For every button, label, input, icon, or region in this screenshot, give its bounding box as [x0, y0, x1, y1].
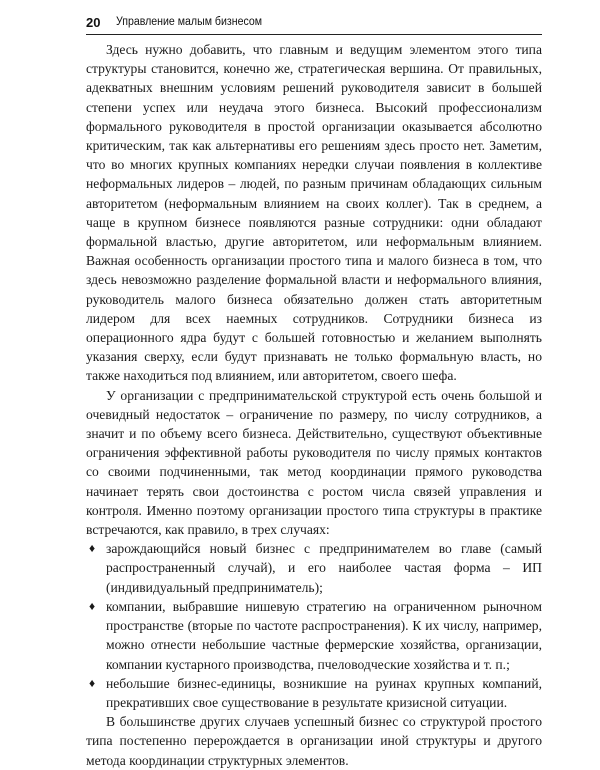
- body-text: [86, 40, 542, 770]
- list-item-text: компании, выбравшие нишевую стратегию на ограниченном рыночном пространстве (вторые по частоте распространения). К их числу, например, можно отнести небольшие частные фермерские хозяйства, организации, компании кустарного производства, пчеловодческие хозяйства и т. п.;: [106, 598, 542, 672]
- page-number: 20: [86, 15, 101, 30]
- paragraph: Здесь нужно добавить, что главным и ведущим элементом этого типа структуры становится, конечно же, стратегическая вершина. От правильных, адекватных внешним условиям решений руководителя зависит в большей степени успех или неудача этого бизнеса. Высокий профессионализм формального руководителя в простой организации оказывается абсолютно критическим, так как альтернативы его решениям здесь просто нет. Заметим, что во многих крупных компаниях нередки случаи появления в коллективе неформальных лидеров – людей, по разным причинам обладающих сильным авторитетом (неформальным влиянием на своих коллег). Так в среднем, а чаще в крупном бизнесе появляются разные сотрудники: одни обладают формальной властью, другие авторитетом, или неформальным влиянием. Важная особенность организации простого типа и малого бизнеса в том, что здесь невозможно разделение формальной власти и неформального влияния, руководитель малого бизнеса обязательно должен стать авторитетным лидером для всех наемных сотрудников. Сотрудники бизнеса из операционного ядра будут с большей готовностью и желанием выполнять указания сверху, если будут признавать не только формальную власть, но также находиться под влиянием, или авторитетом, своего шефа.: [86, 42, 542, 384]
- list-item-text: зарождающийся новый бизнес с предпринимателем во главе (самый распространенный случай), и его наиболее частая форма – ИП (индивидуальный предприниматель);: [106, 541, 542, 595]
- list-item: [86, 597, 542, 674]
- bullet-icon: ♦: [89, 675, 96, 690]
- bullet-icon: ♦: [89, 541, 96, 556]
- list-item: [86, 674, 542, 712]
- bullet-icon: ♦: [89, 598, 96, 613]
- running-title: Управление малым бизнесом: [116, 16, 263, 28]
- paragraph: У организации с предпринимательской структурой есть очень большой и очевидный недостаток – ограничение по размеру, по числу сотрудников, а значит и по объему всего бизнеса. Действительно, существуют объективные ограничения эффективной работы руководителя по числу прямых контактов со своими подчиненными, так метод координации прямого руководства начинает терять свои достоинства с ростом числа связей управления и контроля. Именно поэтому организации простого типа структуры в практике встречаются, как правило, в трех случаях:: [86, 387, 542, 538]
- page-header: [86, 10, 542, 35]
- list-item-text: небольшие бизнес-единицы, возникшие на руинах крупных компаний, прекративших свое существование в результате кризисной ситуации.: [106, 675, 542, 710]
- closing-paragraph: В большинстве других случаев успешный бизнес со структурой простого типа постепенно перерождается в организации иной структуры и другого метода координации структурных элементов.: [86, 714, 542, 768]
- bullet-list: [86, 539, 542, 712]
- list-item: [86, 539, 542, 597]
